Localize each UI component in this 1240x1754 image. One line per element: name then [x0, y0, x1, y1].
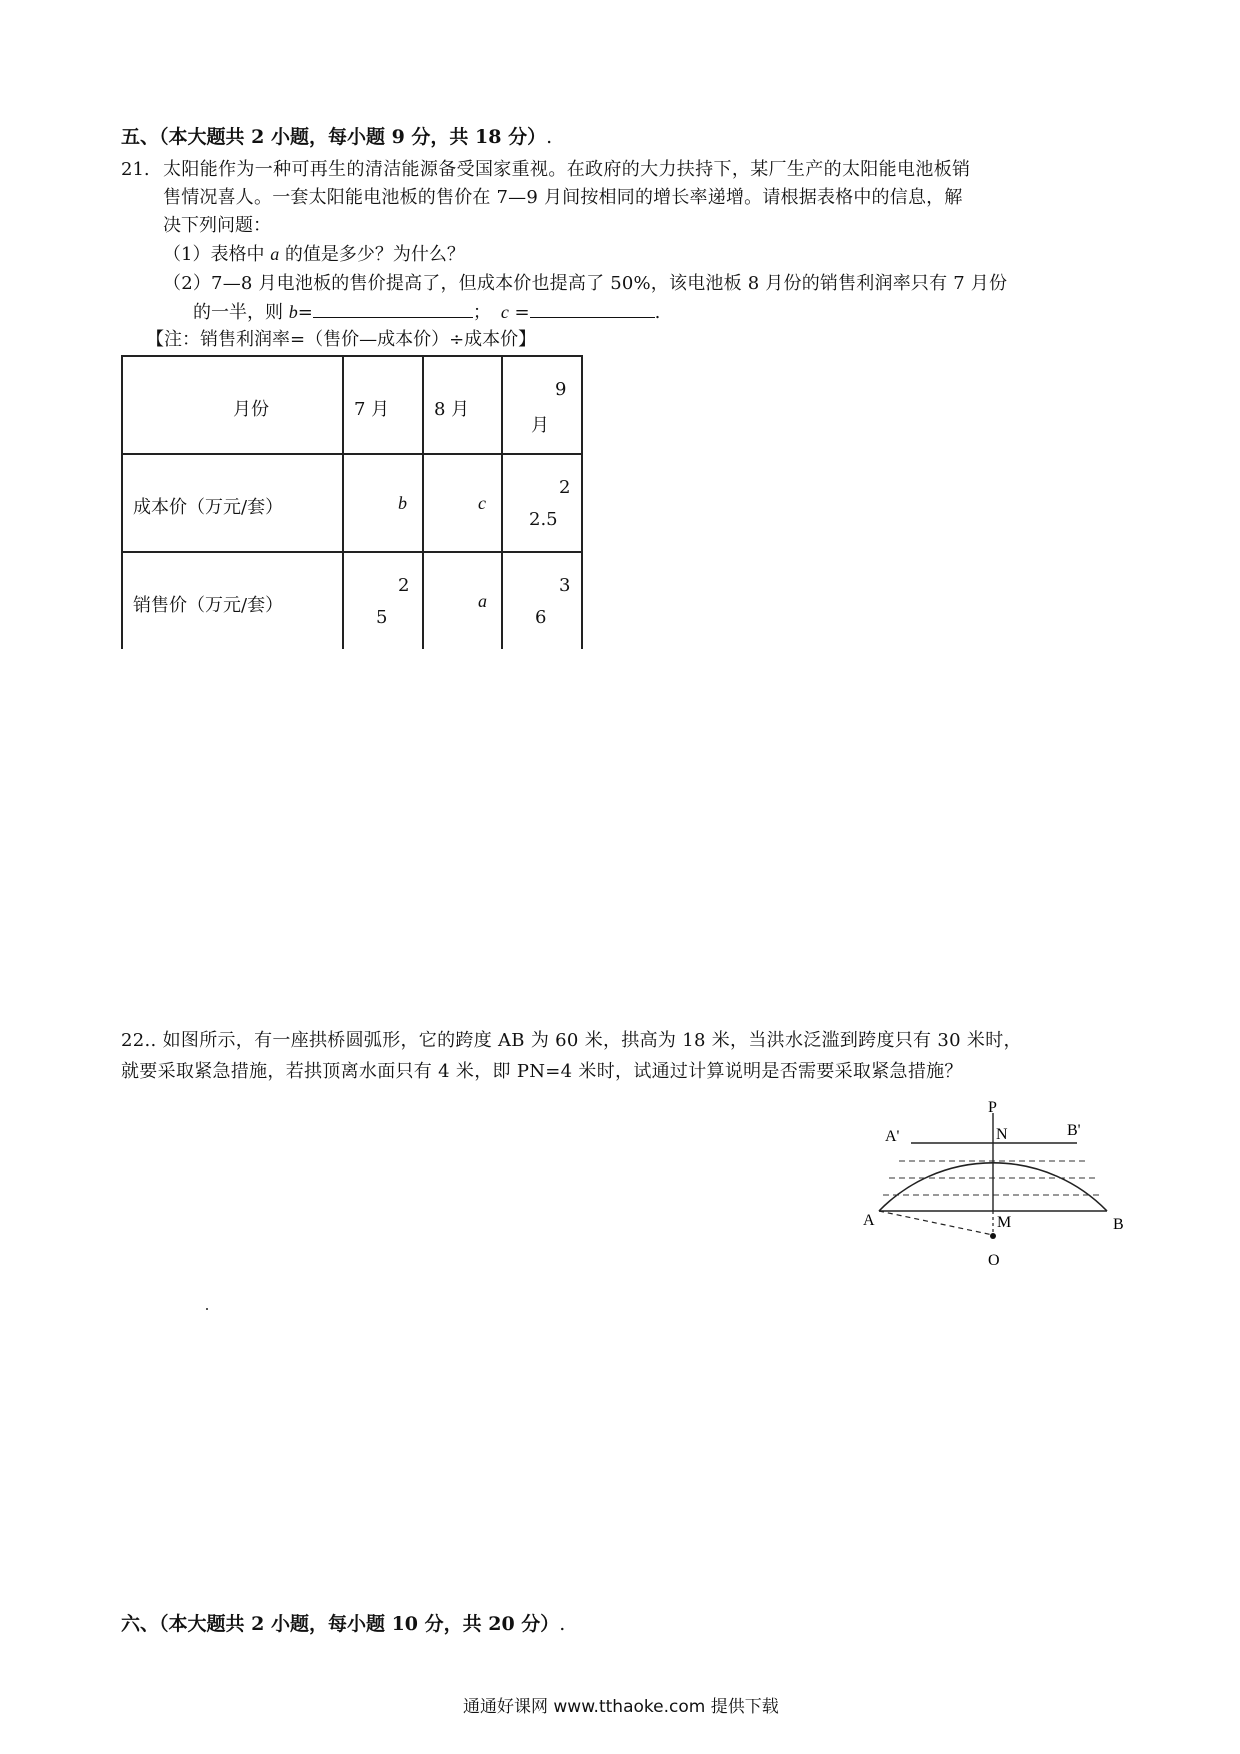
q21-number: 21. [121, 159, 150, 180]
section-5-title: 五、（本大题共 2 小题，每小题 9 分，共 18 分）. [121, 126, 553, 148]
price-jul-line-2: 5 [376, 607, 388, 628]
q21-line-1: 太阳能作为一种可再生的清洁能源备受国家重视。在政府的大力扶持下，某厂生产的太阳能电池板销 [163, 159, 971, 180]
q21-sub-question-2-line-2: 的一半，则 b= ； c = . [193, 298, 660, 328]
stray-mark [206, 1308, 208, 1310]
label-p: P [988, 1099, 997, 1116]
q21-note: 【注：销售利润率=（售价—成本价）÷成本价】 [146, 329, 537, 350]
section-6-title: 六、（本大题共 2 小题，每小题 10 分，共 20 分）. [121, 1613, 566, 1635]
q22-line-2: 就要采取紧急措施，若拱顶离水面只有 4 米，即 PN=4 米时，试通过计算说明是否需要采取紧急措施？ [121, 1061, 963, 1082]
price-table [121, 355, 583, 649]
answer-blank-c[interactable] [530, 299, 655, 318]
cost-sep-line-1: 2 [559, 477, 571, 498]
label-n: N [996, 1126, 1008, 1143]
header-sep-unit: 月 [531, 415, 549, 436]
price-sep-line-2: 6 [535, 607, 547, 628]
label-a: A [863, 1212, 875, 1229]
radius-ao [879, 1211, 993, 1235]
header-month: 月份 [233, 399, 269, 420]
header-aug: 8 月 [434, 399, 470, 420]
q21-line-3: 决下列问题： [163, 215, 271, 236]
footer-credit: 通通好课网 www.tthaoke.com 提供下载 [463, 1697, 779, 1717]
q22-line-1: 22.. 如图所示，有一座拱桥圆弧形，它的跨度 AB 为 60 米，拱高为 18 米，当洪水泛滥到跨度只有 30 米时， [121, 1030, 1022, 1051]
header-sep-digit: 9 [555, 379, 567, 400]
label-a-prime: A' [885, 1128, 900, 1145]
row-cost-label: 成本价（万元/套） [133, 497, 284, 518]
arch-bridge-figure [855, 1095, 1135, 1290]
cost-jul: b [398, 493, 407, 513]
q22-number: 22.. [121, 1030, 157, 1051]
row-price-label: 销售价（万元/套） [133, 595, 284, 616]
label-o: O [988, 1252, 1000, 1269]
price-sep-line-1: 3 [559, 575, 571, 596]
q21-line-2: 售情况喜人。一套太阳能电池板的售价在 7—9 月间按相同的增长率递增。请根据表格中的信息，解 [163, 187, 963, 208]
center-point-o [990, 1233, 996, 1239]
header-jul: 7 月 [354, 399, 390, 420]
label-b: B [1113, 1216, 1124, 1233]
price-jul-line-1: 2 [398, 575, 410, 596]
cost-sep-line-2: 2.5 [529, 509, 558, 530]
answer-blank-b[interactable] [313, 299, 473, 318]
label-b-prime: B' [1067, 1122, 1081, 1139]
price-aug: a [478, 591, 487, 611]
label-m: M [997, 1214, 1012, 1231]
q21-sub-question-1: （1）表格中 a 的值是多少？为什么？ [163, 244, 465, 265]
cost-aug: c [478, 493, 486, 513]
q21-sub-question-2-line-1: （2）7—8 月电池板的售价提高了，但成本价也提高了 50%，该电池板 8 月份的销售利润率只有 7 月份 [163, 273, 1008, 294]
